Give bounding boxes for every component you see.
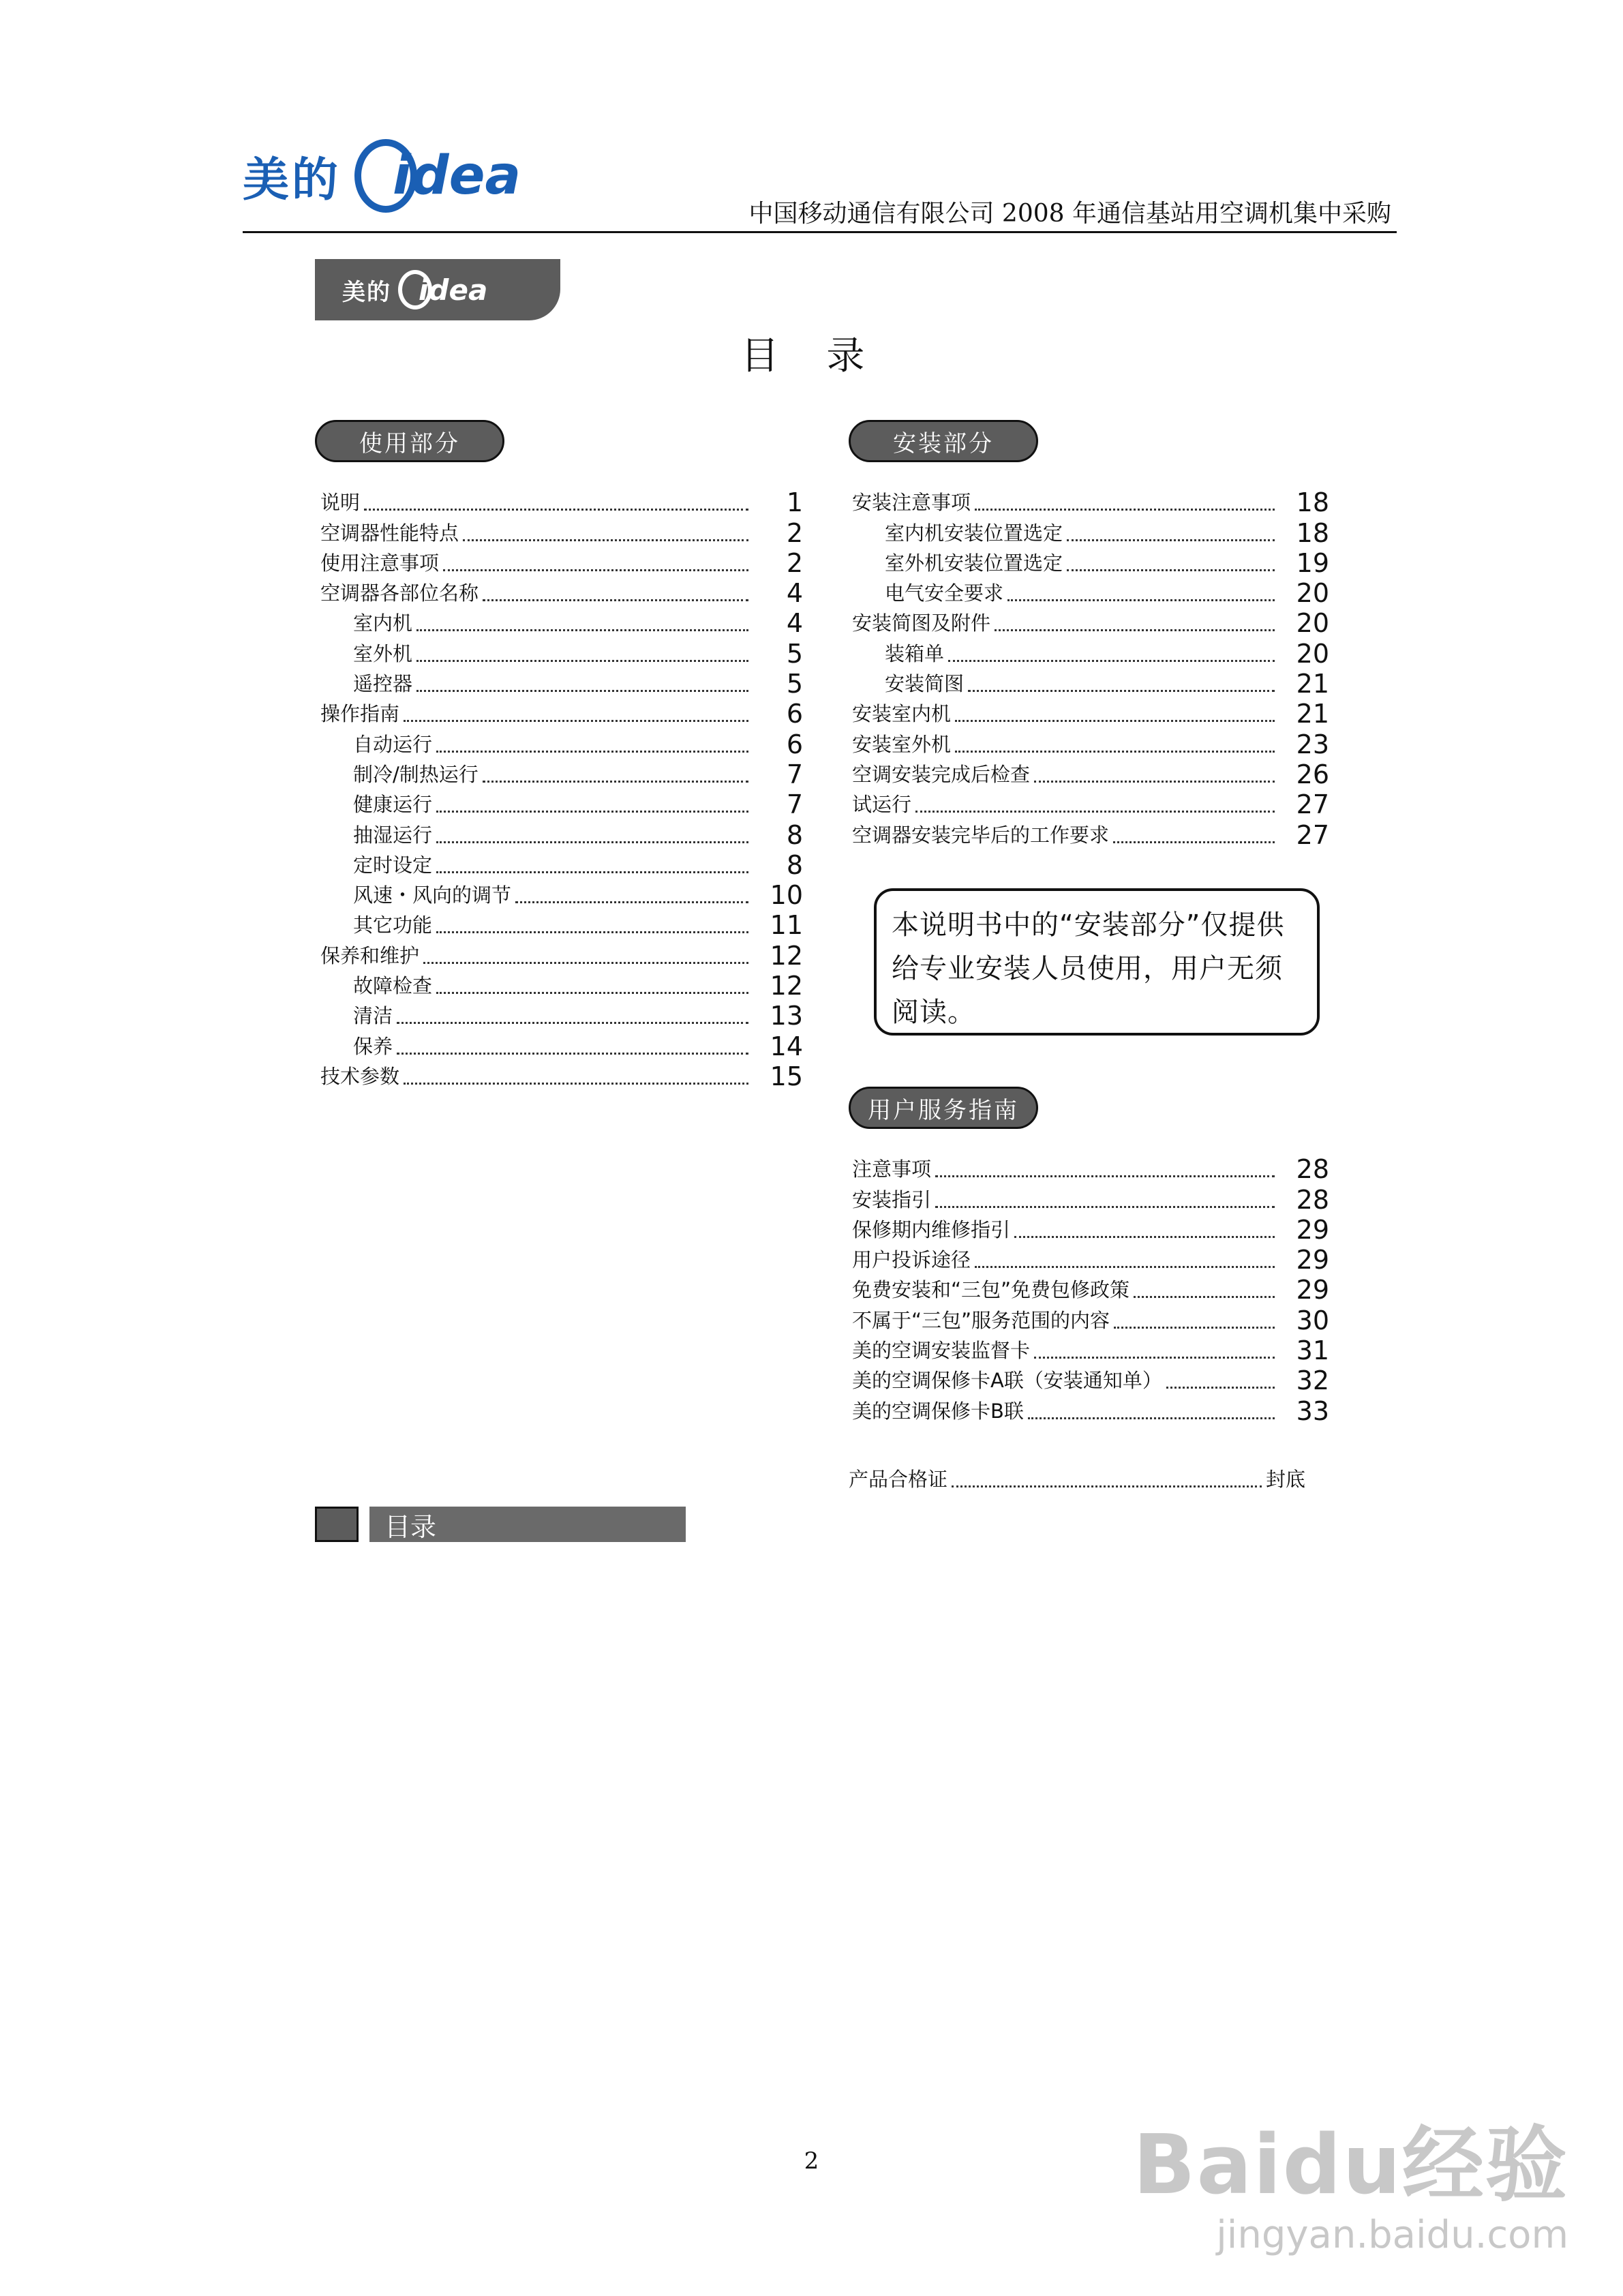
toc-item-page: 4 bbox=[786, 608, 803, 639]
toc-item-label: 安装注意事项 bbox=[852, 487, 975, 515]
toc-item-label: 空调器各部位名称 bbox=[320, 578, 483, 606]
toc-item-label: 健康运行 bbox=[320, 789, 436, 817]
dot-leader bbox=[1114, 1327, 1275, 1329]
toc-item-label: 试运行 bbox=[852, 789, 915, 817]
dot-leader bbox=[436, 871, 748, 873]
dot-leader bbox=[975, 1266, 1275, 1268]
toc-item-page: 7 bbox=[786, 789, 803, 820]
toc-item-label: 室内机 bbox=[320, 608, 416, 636]
dot-leader bbox=[968, 690, 1275, 692]
toc-item-page: 5 bbox=[786, 638, 803, 669]
toc-item[interactable] bbox=[320, 1029, 803, 1059]
toc-item[interactable] bbox=[320, 636, 803, 669]
toc-item-page: 21 bbox=[1296, 669, 1329, 699]
toc-item-label: 安装指引 bbox=[852, 1185, 935, 1213]
toc-item-label: 说明 bbox=[320, 487, 364, 515]
toc-item-label: 美的空调保修卡A联（安装通知单） bbox=[852, 1365, 1166, 1393]
dot-leader bbox=[1134, 1296, 1275, 1298]
toc-item-page: 15 bbox=[770, 1061, 803, 1091]
toc-item-label: 制冷/制热运行 bbox=[320, 759, 483, 787]
toc-item-page: 12 bbox=[770, 971, 803, 1001]
toc-item-page: 23 bbox=[1296, 729, 1329, 759]
toc-item[interactable] bbox=[852, 636, 1329, 669]
toc-item-page: 29 bbox=[1296, 1275, 1329, 1305]
toc-item-label: 其它功能 bbox=[320, 910, 436, 938]
dot-leader bbox=[397, 1022, 748, 1024]
section-label-service: 用户服务指南 bbox=[849, 1087, 1038, 1129]
toc-item-label: 清洁 bbox=[320, 1001, 397, 1029]
dot-leader bbox=[436, 931, 748, 933]
toc-item-label: 安装简图 bbox=[852, 669, 968, 697]
toc-use-list bbox=[320, 485, 803, 1089]
toc-item-page: 30 bbox=[1296, 1305, 1329, 1335]
dot-leader bbox=[483, 599, 748, 601]
toc-item-label: 定时设定 bbox=[320, 850, 436, 878]
toc-item-label: 安装简图及附件 bbox=[852, 608, 995, 636]
toc-item[interactable] bbox=[320, 576, 803, 609]
dot-leader bbox=[463, 539, 748, 541]
dot-leader bbox=[436, 811, 748, 813]
toc-item-page: 27 bbox=[1296, 789, 1329, 820]
toc-cover-row[interactable] bbox=[849, 1464, 1305, 1492]
section-label-use: 使用部分 bbox=[315, 420, 504, 462]
toc-item-page: 5 bbox=[786, 669, 803, 699]
toc-item[interactable] bbox=[852, 697, 1329, 727]
watermark-url: jingyan.baidu.com bbox=[1216, 2213, 1568, 2257]
toc-item-page: 6 bbox=[786, 729, 803, 759]
toc-item[interactable] bbox=[852, 757, 1329, 787]
toc-item-page: 28 bbox=[1296, 1154, 1329, 1185]
toc-item-label: 美的空调安装监督卡 bbox=[852, 1335, 1034, 1363]
toc-item-label: 空调器性能特点 bbox=[320, 518, 463, 546]
toc-item-page: 29 bbox=[1296, 1245, 1329, 1275]
toc-item[interactable] bbox=[320, 848, 803, 878]
toc-item-page: 31 bbox=[1296, 1335, 1329, 1366]
toc-item[interactable] bbox=[852, 1243, 1329, 1273]
header-title: 中国移动通信有限公司 2008 年通信基站用空调机集中采购 bbox=[748, 200, 1391, 228]
page-title: 目 录 bbox=[740, 334, 883, 378]
dot-leader bbox=[952, 1485, 1262, 1487]
toc-item[interactable] bbox=[320, 878, 803, 911]
toc-item[interactable] bbox=[852, 1273, 1329, 1303]
toc-item-label: 室外机 bbox=[320, 639, 416, 667]
toc-item-label: 用户投诉途径 bbox=[852, 1245, 975, 1273]
toc-item-label: 室内机安装位置选定 bbox=[852, 518, 1067, 546]
toc-item-page: 27 bbox=[1296, 819, 1329, 850]
toc-item-page: 18 bbox=[1296, 487, 1329, 518]
toc-item[interactable] bbox=[852, 546, 1329, 576]
dot-leader bbox=[364, 509, 748, 511]
dot-leader bbox=[1113, 841, 1275, 843]
dot-leader bbox=[515, 901, 748, 903]
toc-item[interactable] bbox=[852, 817, 1329, 850]
toc-item-label: 注意事项 bbox=[852, 1154, 935, 1182]
toc-item[interactable] bbox=[320, 1059, 803, 1089]
toc-item[interactable] bbox=[320, 757, 803, 787]
toc-item-label: 产品合格证 bbox=[849, 1468, 948, 1491]
toc-item-page: 20 bbox=[1296, 608, 1329, 639]
toc-item[interactable] bbox=[852, 667, 1329, 697]
dot-leader bbox=[423, 962, 748, 964]
toc-item-label: 空调器安装完毕后的工作要求 bbox=[852, 820, 1113, 848]
toc-item-label: 免费安装和“三包”免费包修政策 bbox=[852, 1275, 1134, 1303]
dot-leader bbox=[1034, 1357, 1275, 1359]
dot-leader bbox=[975, 509, 1275, 511]
toc-item[interactable] bbox=[320, 999, 803, 1029]
toc-item-label: 装箱单 bbox=[852, 639, 948, 667]
dot-leader bbox=[948, 660, 1275, 662]
watermark-brand: Baidu经验 bbox=[1133, 2118, 1568, 2213]
toc-item[interactable] bbox=[852, 1182, 1329, 1215]
toc-item[interactable] bbox=[320, 667, 803, 697]
toc-item-label: 使用注意事项 bbox=[320, 548, 443, 576]
install-note-box: 本说明书中的“安装部分”仅提供给专业安装人员使用，用户无须阅读。 bbox=[874, 888, 1320, 1036]
toc-item-label: 空调安装完成后检查 bbox=[852, 759, 1034, 787]
toc-item-page: 2 bbox=[786, 517, 803, 548]
toc-item-label: 保修期内维修指引 bbox=[852, 1215, 1014, 1243]
dot-leader bbox=[436, 992, 748, 994]
toc-item-label: 风速・风向的调节 bbox=[320, 880, 515, 908]
toc-item[interactable] bbox=[320, 787, 803, 820]
toc-item-page: 32 bbox=[1296, 1365, 1329, 1396]
logo-english: idea bbox=[393, 145, 521, 207]
dot-leader bbox=[935, 1175, 1275, 1177]
toc-item-label: 操作指南 bbox=[320, 699, 404, 727]
dot-leader bbox=[443, 569, 748, 571]
dot-leader bbox=[915, 811, 1275, 813]
toc-item[interactable] bbox=[852, 515, 1329, 548]
toc-item-page: 14 bbox=[770, 1031, 803, 1061]
dot-leader bbox=[483, 781, 748, 783]
toc-item-label: 保养和维护 bbox=[320, 941, 423, 969]
toc-item[interactable] bbox=[320, 485, 803, 518]
toc-item-page: 1 bbox=[786, 487, 803, 518]
toc-item[interactable] bbox=[852, 606, 1329, 639]
toc-item[interactable] bbox=[320, 606, 803, 639]
dot-leader bbox=[1014, 1236, 1275, 1238]
toc-item[interactable] bbox=[852, 1333, 1329, 1366]
dot-leader bbox=[1034, 781, 1275, 783]
dot-leader bbox=[397, 1053, 748, 1055]
toc-item-page: 13 bbox=[770, 1001, 803, 1031]
toc-item[interactable] bbox=[320, 817, 803, 850]
dot-leader bbox=[1166, 1387, 1275, 1389]
dot-leader bbox=[416, 660, 748, 662]
toc-item-page: 8 bbox=[786, 819, 803, 850]
toc-item[interactable] bbox=[852, 485, 1329, 518]
dot-leader bbox=[1067, 539, 1275, 541]
toc-item-label: 自动运行 bbox=[320, 729, 436, 757]
toc-item-page: 33 bbox=[1296, 1395, 1329, 1426]
toc-item[interactable] bbox=[852, 1393, 1329, 1426]
section-marker bbox=[315, 1507, 359, 1542]
toc-item-label: 室外机安装位置选定 bbox=[852, 548, 1067, 576]
toc-item-page: 20 bbox=[1296, 638, 1329, 669]
toc-item-page: 18 bbox=[1296, 517, 1329, 548]
dot-leader bbox=[404, 1083, 748, 1085]
logo-chinese: 美的 bbox=[243, 153, 342, 207]
dot-leader bbox=[436, 751, 748, 753]
dot-leader bbox=[416, 690, 748, 692]
toc-item-page: 26 bbox=[1296, 759, 1329, 789]
toc-item[interactable] bbox=[320, 727, 803, 757]
toc-item-label: 遥控器 bbox=[320, 669, 416, 697]
toc-item-page: 11 bbox=[770, 910, 803, 941]
toc-item-label: 保养 bbox=[320, 1031, 397, 1059]
section-label-install: 安装部分 bbox=[849, 420, 1038, 462]
header-divider bbox=[243, 231, 1397, 233]
dot-leader bbox=[404, 720, 748, 722]
toc-item[interactable] bbox=[320, 697, 803, 727]
dot-leader bbox=[935, 1206, 1275, 1208]
toc-item-label: 安装室内机 bbox=[852, 699, 955, 727]
toc-item-page: 29 bbox=[1296, 1214, 1329, 1245]
toc-item-page: 19 bbox=[1296, 547, 1329, 578]
section-footer-label: 目录 bbox=[369, 1507, 686, 1542]
toc-item[interactable] bbox=[852, 1363, 1329, 1396]
toc-item[interactable] bbox=[852, 727, 1329, 757]
baidu-watermark bbox=[1133, 2100, 1568, 2257]
toc-item-label: 抽湿运行 bbox=[320, 820, 436, 848]
toc-item[interactable] bbox=[320, 546, 803, 576]
page-number: 2 bbox=[804, 2147, 819, 2175]
toc-service-list bbox=[852, 1152, 1329, 1424]
toc-item-page: 6 bbox=[786, 699, 803, 729]
toc-item-page: 10 bbox=[770, 880, 803, 911]
toc-item-label: 技术参数 bbox=[320, 1061, 404, 1089]
toc-item-page: 4 bbox=[786, 578, 803, 609]
toc-item-label: 美的空调保修卡B联 bbox=[852, 1396, 1028, 1424]
dot-leader bbox=[955, 751, 1275, 753]
toc-item-page: 28 bbox=[1296, 1184, 1329, 1215]
toc-item-page: 8 bbox=[786, 849, 803, 880]
toc-item[interactable] bbox=[852, 1152, 1329, 1185]
toc-item-label: 电气安全要求 bbox=[852, 578, 1007, 606]
midea-logo bbox=[243, 128, 543, 224]
toc-item-label: 安装室外机 bbox=[852, 729, 955, 757]
toc-item-page: 2 bbox=[786, 547, 803, 578]
toc-item-page: 7 bbox=[786, 759, 803, 789]
toc-item-label: 不属于“三包”服务范围的内容 bbox=[852, 1305, 1114, 1333]
toc-item[interactable] bbox=[320, 908, 803, 941]
dot-leader bbox=[1028, 1417, 1275, 1419]
toc-item-page: 12 bbox=[770, 940, 803, 971]
toc-item[interactable] bbox=[320, 515, 803, 548]
dot-leader bbox=[436, 841, 748, 843]
dot-leader bbox=[416, 629, 748, 631]
toc-item[interactable] bbox=[320, 938, 803, 971]
toc-item[interactable] bbox=[852, 1303, 1329, 1333]
section-tab-logo: 美的 idea bbox=[315, 259, 560, 320]
toc-item[interactable] bbox=[320, 969, 803, 999]
dot-leader bbox=[955, 720, 1275, 722]
toc-item[interactable] bbox=[852, 1213, 1329, 1243]
dot-leader bbox=[1007, 599, 1275, 601]
toc-install-list bbox=[852, 485, 1329, 848]
toc-item-page: 20 bbox=[1296, 578, 1329, 609]
dot-leader bbox=[995, 629, 1275, 631]
toc-item-label: 故障检查 bbox=[320, 971, 436, 999]
toc-item-page: 封底 bbox=[1265, 1468, 1305, 1491]
toc-item[interactable] bbox=[852, 787, 1329, 820]
toc-item-page: 21 bbox=[1296, 699, 1329, 729]
toc-item[interactable] bbox=[852, 576, 1329, 609]
dot-leader bbox=[1067, 569, 1275, 571]
